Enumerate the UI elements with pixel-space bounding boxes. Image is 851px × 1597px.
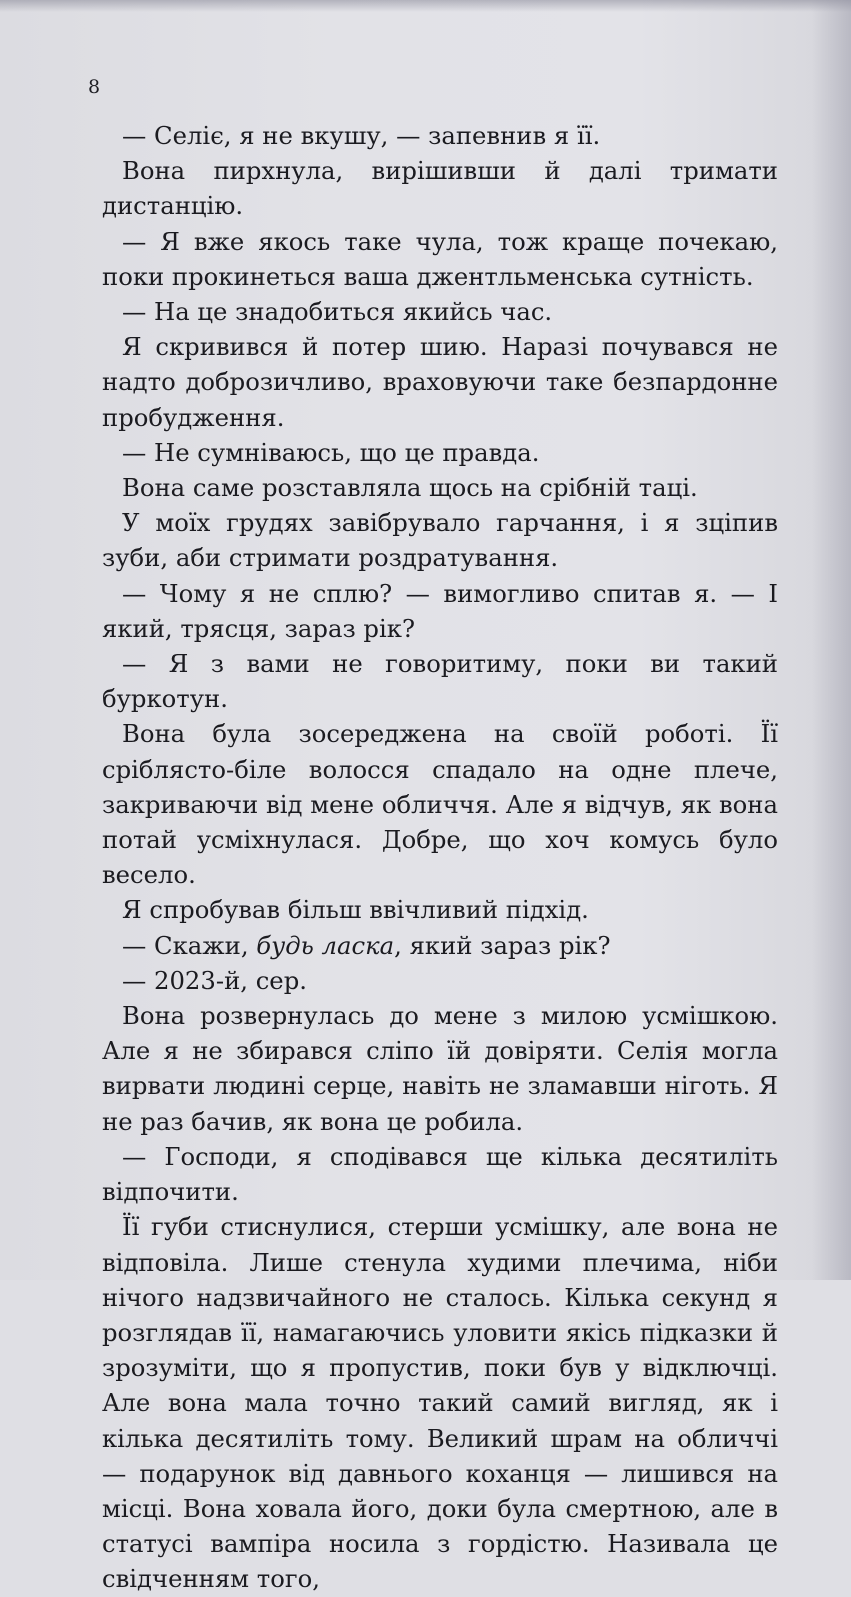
paragraph: — Я вже якось таке чула, тож краще почекаю, поки прокинеться ваша джентльменська сутність. — [102, 226, 778, 291]
paragraph: — На це знадобиться якийсь час. — [122, 297, 553, 327]
paragraph: Вона саме розставляла щось на срібній таці. — [122, 473, 698, 503]
paragraph: — 2023-й, сер. — [122, 965, 307, 995]
paragraph: — Господи, я сподівався ще кілька десятиліть відпочити. — [102, 1141, 778, 1207]
paragraph: Я спробував більш ввічливий підхід. — [122, 895, 589, 925]
page-gutter-shadow — [811, 0, 851, 1280]
paragraph: — Селіє, я не вкушу, — запевнив я її. — [122, 121, 601, 150]
italic-text-run: будь ласка — [256, 930, 395, 960]
text-run: , який зараз рік? — [394, 930, 611, 960]
text-run: — Скажи, — [122, 930, 257, 960]
paragraph: Її губи стиснулися, стерши усмішку, але вона не відповіла. Лише стенула худими плечима, ніби нічого надзвичайного не сталось. Кілька секунд я розглядав її, намагаючись уловити якісь підказки й зрозуміти, що я пропустив, поки був у відключці. Але вона мала точно такий самий вигляд, як і кілька десятиліть тому. Великий шрам на обличчі — подарунок від давнього коханця — лишився на місці. Вона ховала його, доки була смертною, але в статусі вампіра носила з гордістю. Називала це свідченням того, — [102, 1212, 778, 1594]
paragraph: Я скривився й потер шию. Наразі почувався не надто доброзичливо, враховуючи таке безпардонне пробудження. — [102, 332, 778, 432]
paragraph: Вона пирхнула, вирішивши й далі тримати дистанцію. — [102, 156, 778, 221]
paragraph: — Не сумніваюсь, що це правда. — [122, 437, 540, 467]
paragraph: Вона була зосереджена на своїй роботі. Її сріблясто-біле волосся спадало на одне плече, закриваючи від мене обличчя. Але я відчув, як вона потай усміхнулася. Добре, що хоч комусь було весело. — [102, 719, 778, 890]
paragraph-polite-question — [102, 928, 778, 963]
paragraph: — Чому я не сплю? — вимогливо спитав я. — І який, трясця, зараз рік? — [102, 578, 778, 643]
paragraph: У моїх грудях завібрувало гарчання, і я зціпив зуби, аби стримати роздратування. — [102, 508, 778, 573]
paragraph: Вона розвернулась до мене з милою усмішкою. Але я не збирався сліпо їй довіряти. Селія могла вирвати людині серце, навіть не зламавши ніготь. Я не раз бачив, як вона це робила. — [102, 1001, 778, 1136]
page-top-shadow — [0, 0, 851, 12]
page-number: 8 — [88, 76, 101, 98]
body-text — [102, 118, 778, 1597]
paragraph: — Я з вами не говоритиму, поки ви такий буркотун. — [102, 649, 778, 714]
